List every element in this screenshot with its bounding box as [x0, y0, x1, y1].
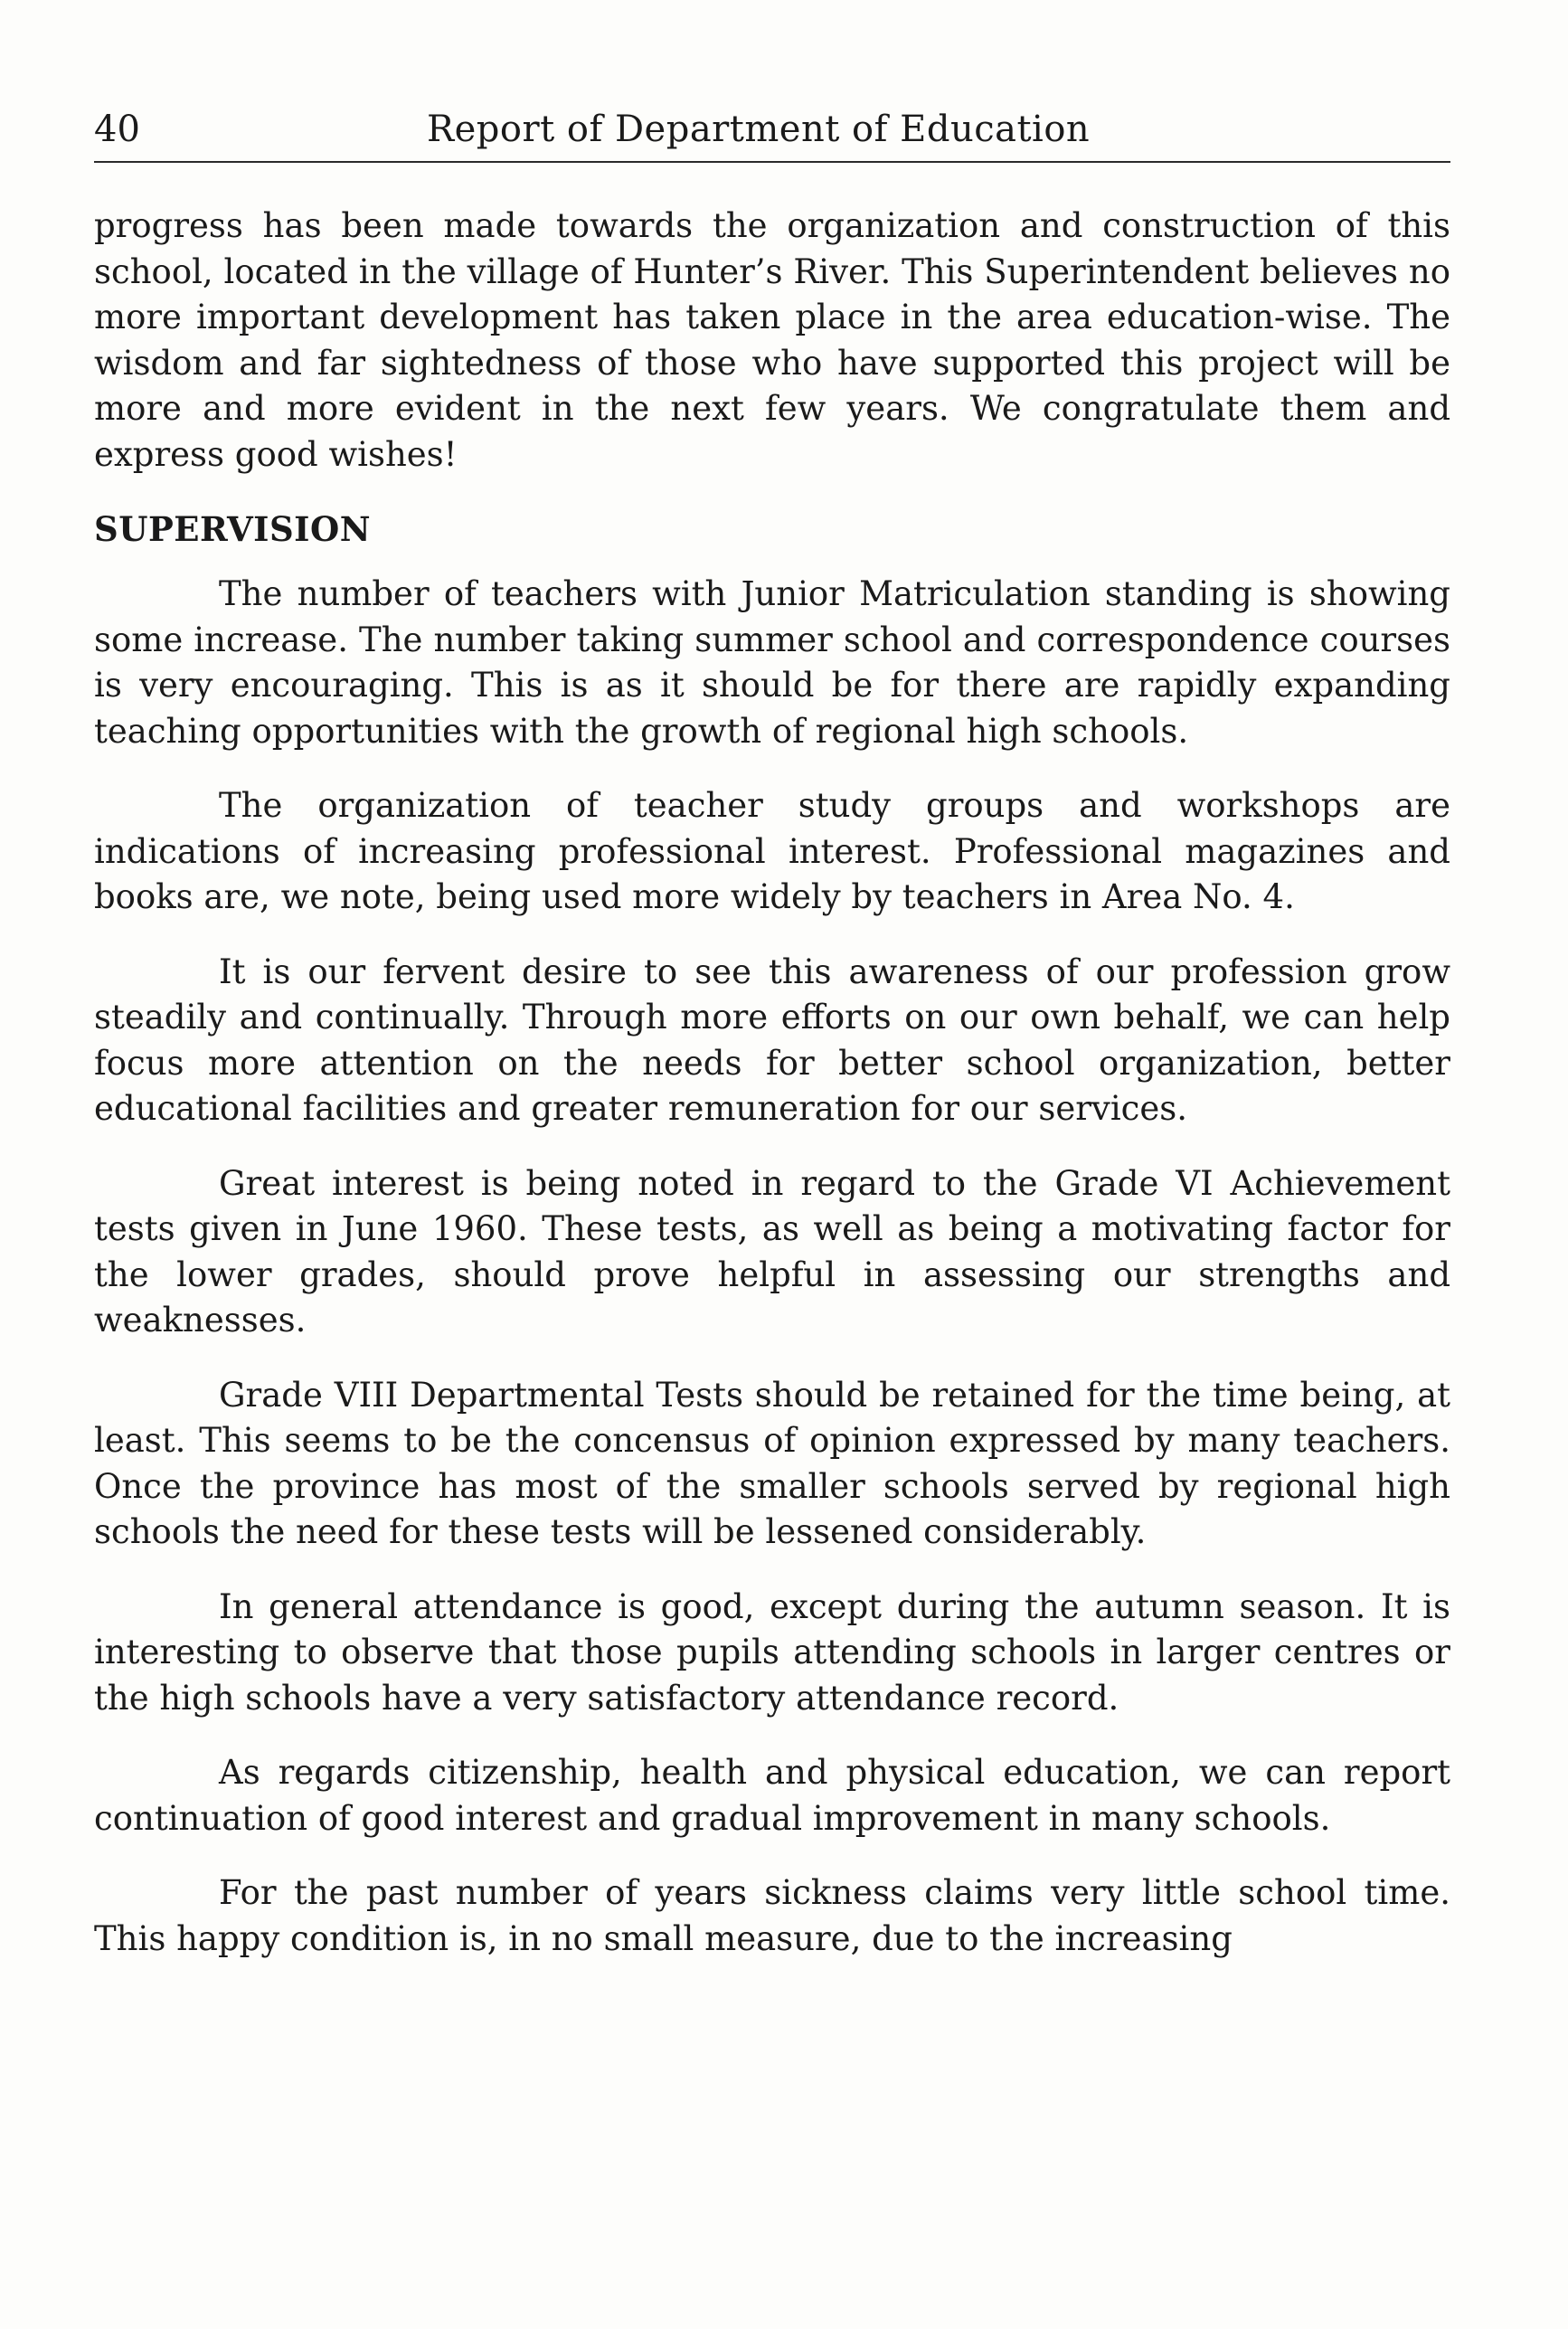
body-text: [94, 204, 1450, 1991]
paragraph-teacher-qualifications: The number of teachers with Junior Matriculation standing is showing some increase. The number taking summer school and correspondence courses is very encouraging. This is as it should be for there are rapidly expanding teaching opportunities with the growth of regional high schools.: [94, 574, 1450, 751]
page-number: 40: [94, 109, 140, 150]
running-title: Report of Department of Education: [427, 109, 1091, 150]
intro-paragraph: progress has been made towards the organization and construction of this school, located in the village of Hunter’s River. This Superintendent believes no more important development has taken place in the area education-wise. The wisdom and far sightedness of those who have supported this project will be more and more evident in the next few years. We congratulate them and express good wishes!: [94, 206, 1450, 474]
paragraph-attendance: In general attendance is good, except during the autumn season. It is interesting to observe that those pupils attending schools in larger centres or the high schools have a very satisfactory attendance record.: [94, 1586, 1450, 1718]
paragraph-departmental-tests: Grade VIII Departmental Tests should be retained for the time being, at least. This seems to be the concensus of opinion expressed by many teachers. Once the province has most of the smaller schools served by regional high schools the need for these tests will be lessened considerably.: [94, 1375, 1450, 1551]
paragraph-sickness: For the past number of years sickness claims very little school time. This happy condition is, in no small measure, due to the increasing: [94, 1873, 1450, 1958]
paragraph-citizenship-health: As regards citizenship, health and physical education, we can report continuation of good interest and gradual improvement in many schools.: [94, 1753, 1450, 1838]
section-heading: SUPERVISION: [94, 509, 372, 549]
header-rule: [94, 161, 1450, 163]
paragraph-study-groups: The organization of teacher study groups and workshops are indications of increasing professional interest. Professional magazines and books are, we note, being used more widely by teachers in Area No. 4.: [94, 786, 1450, 916]
paragraph-achievement-tests: Great interest is being noted in regard to the Grade VI Achievement tests given in June 1960. These tests, as well as being a motivating factor for the lower grades, should prove helpful in assessing our strengths and weaknesses.: [94, 1163, 1450, 1340]
paragraph-profession-awareness: It is our fervent desire to see this awareness of our profession grow steadily and continually. Through more efforts on our own behalf, we can help focus more attention on the needs for better school organization, better educational facilities and greater remuneration for our services.: [94, 951, 1450, 1128]
running-head: [94, 107, 1450, 152]
